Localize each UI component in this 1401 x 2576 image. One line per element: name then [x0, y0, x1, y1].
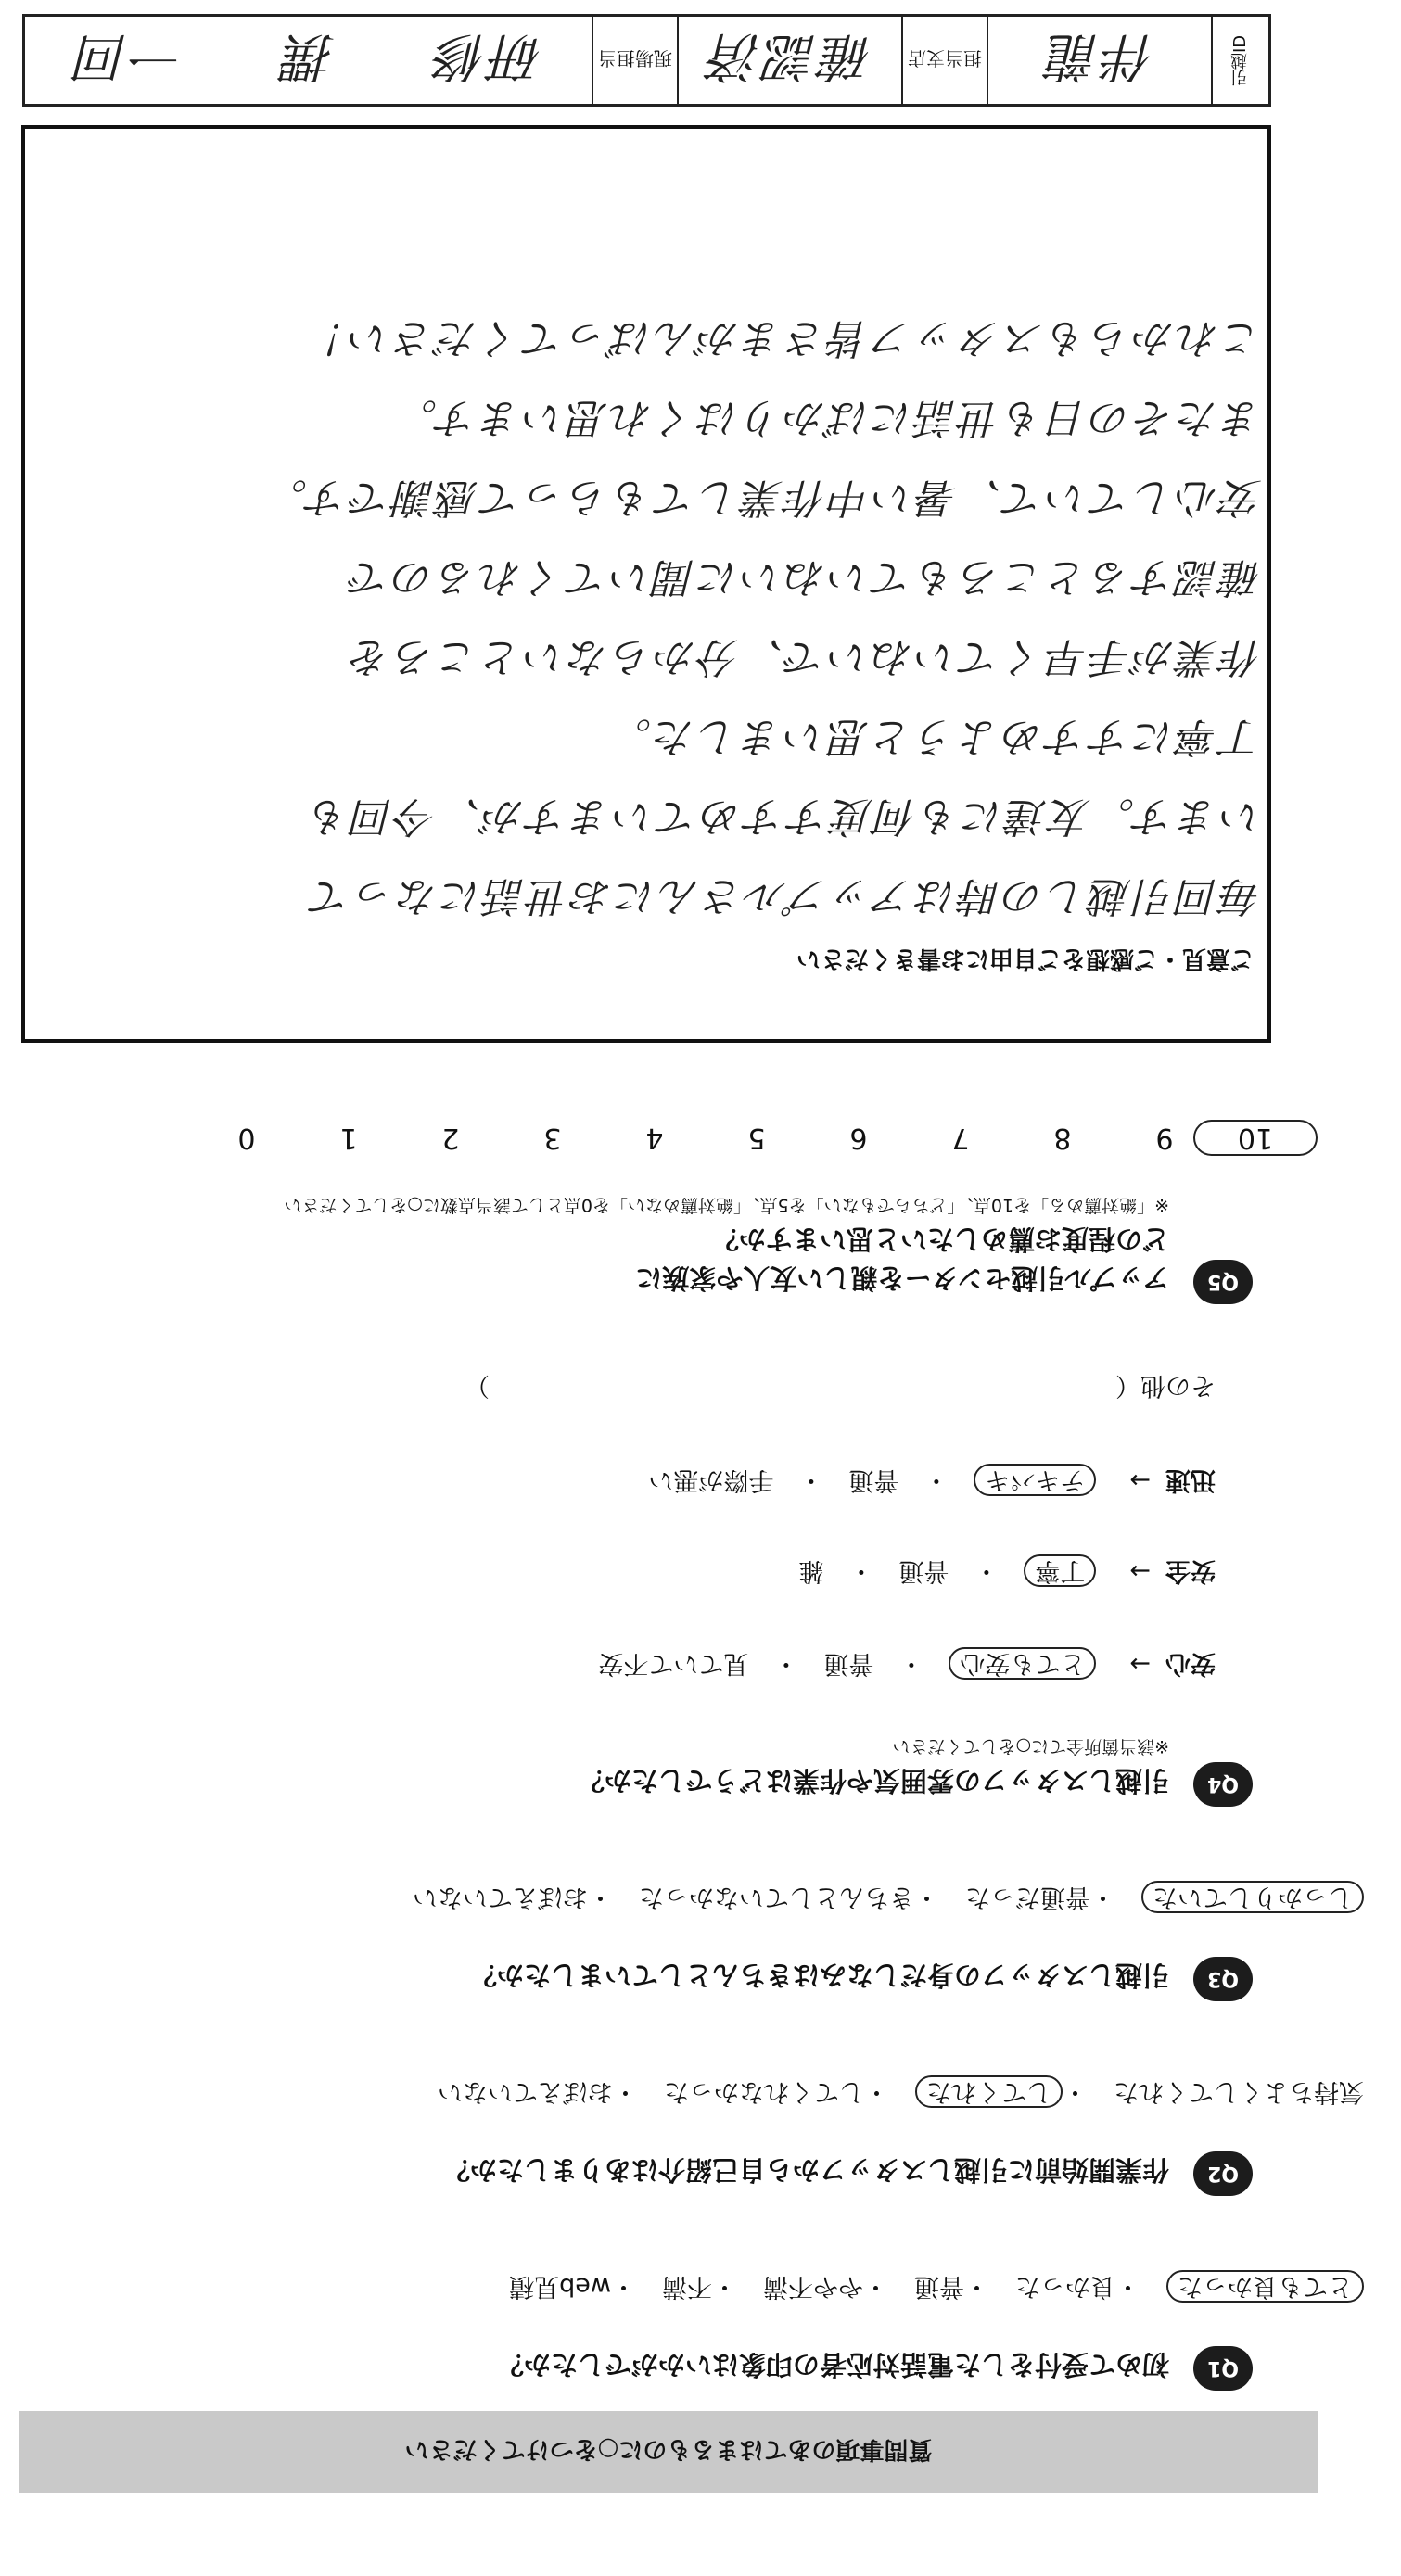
q1-opt5[interactable]: 不満	[662, 2272, 712, 2301]
instruction-banner: 質問事項のあてはまるものに○をつけてください	[19, 2411, 1318, 2493]
q2-title: 作業開始前に引越しスタッフから自己紹介はありましたか？	[442, 2154, 1169, 2186]
q4-badge: Q4	[1193, 1762, 1253, 1807]
scale-2[interactable]: 2	[441, 1122, 460, 1154]
arrow-icon: →	[1129, 1649, 1151, 1678]
scale-1[interactable]: 1	[339, 1122, 358, 1154]
arrow-icon: →	[1129, 1556, 1151, 1585]
q4-speed-opt2[interactable]: 普通	[848, 1466, 899, 1494]
q4-safety-opt2[interactable]: 普通	[898, 1556, 949, 1585]
q1-badge: Q1	[1193, 2346, 1253, 2391]
header-table	[22, 14, 1271, 107]
comment-line: 丁寧にすすめようと思いました。	[607, 713, 1262, 760]
q3-options: しっかりしていた・普通だった・きちんとしていなかった・おぼえていない	[387, 1882, 1364, 1918]
q5-note: ※「絶対薦める」を10点、「どちらでもない」を5点、「絶対薦めない」を0点として該当点数に○をしてください	[284, 1195, 1169, 1215]
q3-opt2[interactable]: 普通だった	[965, 1883, 1090, 1911]
comment-line: 安心していて、暑い中作業してもらって感謝です。	[263, 474, 1262, 521]
q1-opt2[interactable]: 良かった	[1015, 2272, 1115, 2301]
comment-handwriting	[57, 298, 1262, 935]
q4-speed-opt3[interactable]: 手際が悪い	[648, 1466, 774, 1494]
header-handwritten-1: 研修	[432, 26, 544, 86]
q4-title: 引越しスタッフの雰囲気や作業はどうでしたか？	[577, 1765, 1169, 1796]
header-label-move-id: 引越ID	[1211, 17, 1268, 104]
q1-opt4[interactable]: やや不満	[763, 2272, 863, 2301]
comment-line: います。友達にも何度すすめていますが、今回も	[306, 793, 1262, 840]
scale-0[interactable]: 0	[237, 1122, 256, 1154]
q4-note: ※該当箇所全てに○をしてください	[892, 1736, 1169, 1757]
scale-8[interactable]: 8	[1053, 1122, 1072, 1154]
q5-badge: Q5	[1193, 1260, 1253, 1304]
question-5	[47, 1174, 1253, 1304]
scale-10[interactable]: 10	[1216, 1120, 1318, 1156]
comment-line: またその日も世話にばかりはくれ思います。	[393, 394, 1262, 441]
q4-row-speed: 迅速→ テキパキ ・ 普通 ・ 手際が悪い	[648, 1466, 1216, 1494]
question-1	[47, 2335, 1253, 2391]
header-handwritten-2: 撰	[280, 26, 337, 86]
q2-opt2[interactable]: してくれた	[915, 2075, 1063, 2108]
q4-row-relief: 安心→ とても安心 ・ 普通 ・ 見ていて不安	[598, 1649, 1216, 1678]
header-handwritten-check: 伴龍	[1044, 26, 1155, 86]
q3-opt1[interactable]: しっかりしていた	[1141, 1881, 1364, 1913]
question-4	[47, 1705, 1253, 1807]
comment-title: ご意見・ご感想をご自由にお書きください	[796, 945, 1255, 973]
q1-opt1[interactable]: とても良かった	[1166, 2270, 1364, 2303]
header-handwritten-branch: 確認済	[707, 26, 873, 86]
scale-7[interactable]: 7	[951, 1122, 970, 1154]
arrow-icon: →	[1129, 1466, 1151, 1494]
q1-opt3[interactable]: 普通	[914, 2272, 964, 2301]
q1-opt6[interactable]: web見積	[509, 2272, 611, 2301]
scale-9[interactable]: 9	[1155, 1122, 1174, 1154]
q2-options: 気持ちよくしてくれた・してくれた・してくれなかった・おぼえていない	[438, 2077, 1364, 2106]
q2-opt4[interactable]: おぼえていない	[438, 2077, 613, 2106]
q4-safety-opt1[interactable]: 丁寧	[1024, 1554, 1096, 1587]
q2-opt1[interactable]: 気持ちよくしてくれた	[1114, 2077, 1364, 2106]
comment-line: 毎回引越しの時はアップルさんにお世話になって	[307, 872, 1262, 920]
comment-line: これからもスタッフ皆さまがんばってください！	[303, 314, 1262, 362]
q3-opt4[interactable]: おぼえていない	[413, 1883, 588, 1911]
q4-relief-opt2[interactable]: 普通	[823, 1649, 874, 1678]
scale-5[interactable]: 5	[747, 1122, 766, 1154]
q2-badge: Q2	[1193, 2151, 1253, 2196]
header-label-site: 現場担当	[592, 17, 677, 104]
question-3	[47, 1946, 1253, 2001]
q3-badge: Q3	[1193, 1957, 1253, 2001]
q4-speed-opt1[interactable]: テキパキ	[974, 1464, 1096, 1496]
q4-other[interactable]: その他（ ）	[465, 1371, 1216, 1400]
recommend-scale	[196, 1120, 1318, 1156]
scale-3[interactable]: 3	[543, 1122, 562, 1154]
q1-options: とても良かった・良かった・普通・やや不満・不満・web見積	[483, 2271, 1364, 2307]
question-2	[47, 2140, 1253, 2196]
q3-title: 引越しスタッフの身だしなみはきちんとしていましたか？	[469, 1960, 1169, 1991]
q3-opt3[interactable]: きちんとしていなかった	[639, 1883, 914, 1911]
q4-relief-opt1[interactable]: とても安心	[949, 1647, 1096, 1680]
q5-title-line2: どの程度お薦めしたいと思いますか？	[711, 1224, 1169, 1255]
scale-6[interactable]: 6	[849, 1122, 868, 1154]
comment-line: 作業が手早くていねいで、分からないところを	[347, 633, 1262, 680]
q2-opt3[interactable]: してくれなかった	[664, 2077, 864, 2106]
q1-title: 初めて受付をした電話対応者の印象はいかがでしたか？	[496, 2349, 1169, 2380]
comment-line: 確認するところもていねいに聞いてくれるので	[347, 553, 1262, 601]
scale-4[interactable]: 4	[645, 1122, 664, 1154]
header-handwritten-3: 一回	[72, 26, 185, 86]
q4-row-safety: 安全→ 丁寧 ・ 普通 ・ 雑	[798, 1556, 1216, 1585]
q4-relief-opt3[interactable]: 見ていて不安	[598, 1649, 749, 1678]
header-label-branch: 担当支店	[901, 17, 987, 104]
q5-title-line1: アップル引越センターを親しい友人や家族に	[635, 1263, 1169, 1294]
q4-safety-opt3[interactable]: 雑	[798, 1556, 824, 1585]
